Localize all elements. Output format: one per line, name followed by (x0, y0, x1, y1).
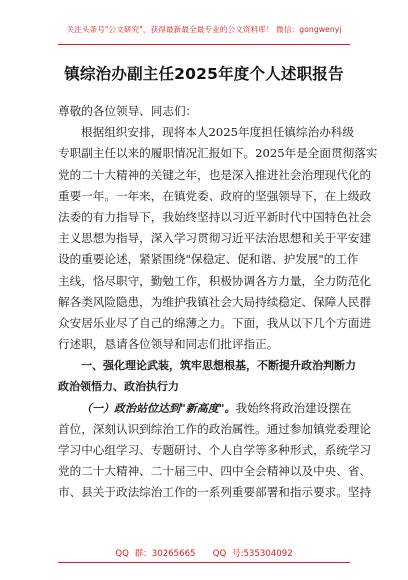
document-body (58, 101, 378, 504)
paragraph-line: 设的重要论述，紧紧围绕"保稳定、促和谐、护发展"的工作 (58, 252, 359, 267)
paragraph-line: 主义思想为指导，深入学习贯彻习近平法治思想和关于平安建 (58, 231, 372, 246)
footer-contact (0, 547, 408, 559)
section-heading-1 (58, 355, 356, 397)
paragraph-line: 首位，深刻认识到综治工作的政治属性。通过参加镇党委理论 (58, 421, 372, 436)
qq-number-label: QQ 号:535304092 (212, 549, 293, 559)
paragraph-line: 党的二十大精神、二十届三中、四中全会精神以及中央、省、 (58, 464, 372, 479)
paragraph-line: 学习中心组学习、专题研讨、个人自学等多种形式，系统学习 (58, 443, 372, 457)
paragraph-1 (58, 122, 378, 355)
footer-divider (58, 562, 350, 563)
paragraph-line: 重要一年。一年来，在镇党委、政府的坚强领导下，在上级政 (58, 188, 372, 203)
subsection-heading: （一）政治站位达到"新高度"。 (81, 401, 236, 415)
document-title: 镇综治办副主任2025年度个人述职报告 (64, 65, 344, 83)
header-banner (0, 0, 408, 58)
footer (0, 547, 408, 567)
section-heading-line: 政治领悟力、政治执行力 (58, 380, 179, 394)
subsection-line-tail: 我始终将政治建设摆在 (235, 400, 352, 415)
paragraph-line: 市、县关于政法综治工作的一系列重要部署和指示要求。坚持 (58, 485, 372, 500)
subsection-1 (58, 398, 372, 504)
paragraph-line: 众安居乐业尽了自己的绵薄之力。下面，我从以下几个方面进 (58, 315, 372, 330)
salutation: 尊敬的各位领导、同志们： (58, 104, 198, 118)
paragraph-line: 法委的有力指导下，我始终坚持以习近平新时代中国特色社会 (58, 209, 372, 224)
subsection-first-line (58, 398, 352, 419)
paragraph-line: 根据组织安排，现将本人2025年度担任镇综治办科级 (81, 125, 354, 140)
section-heading-line: 一、强化理论武装，筑牢思想根基，不断提升政治判断力 (81, 359, 356, 373)
qq-group-label: QQ 群：30265665 (115, 549, 196, 559)
paragraph-line: 专职副主任以来的履职情况汇报如下。2025年是全面贯彻落实 (58, 146, 378, 161)
header-divider (58, 44, 350, 45)
paragraph-line: 解各类风险隐患，为维护我镇社会大局持续稳定、保障人民群 (58, 294, 372, 309)
promo-banner-text: 关注头条号"公文研究"，获得最新最全最专业的公文资料库！ 微信：gongwenyj (66, 25, 342, 34)
paragraph-line: 党的二十大精神的关键之年，也是深入推进社会治理现代化的 (58, 167, 372, 182)
paragraph-line: 行述职，恳请各位领导和同志们批评指正。 (58, 337, 279, 352)
paragraph-line: 主线，恪尽职守，勤勉工作，积极协调各方力量，全力防范化 (58, 273, 372, 288)
